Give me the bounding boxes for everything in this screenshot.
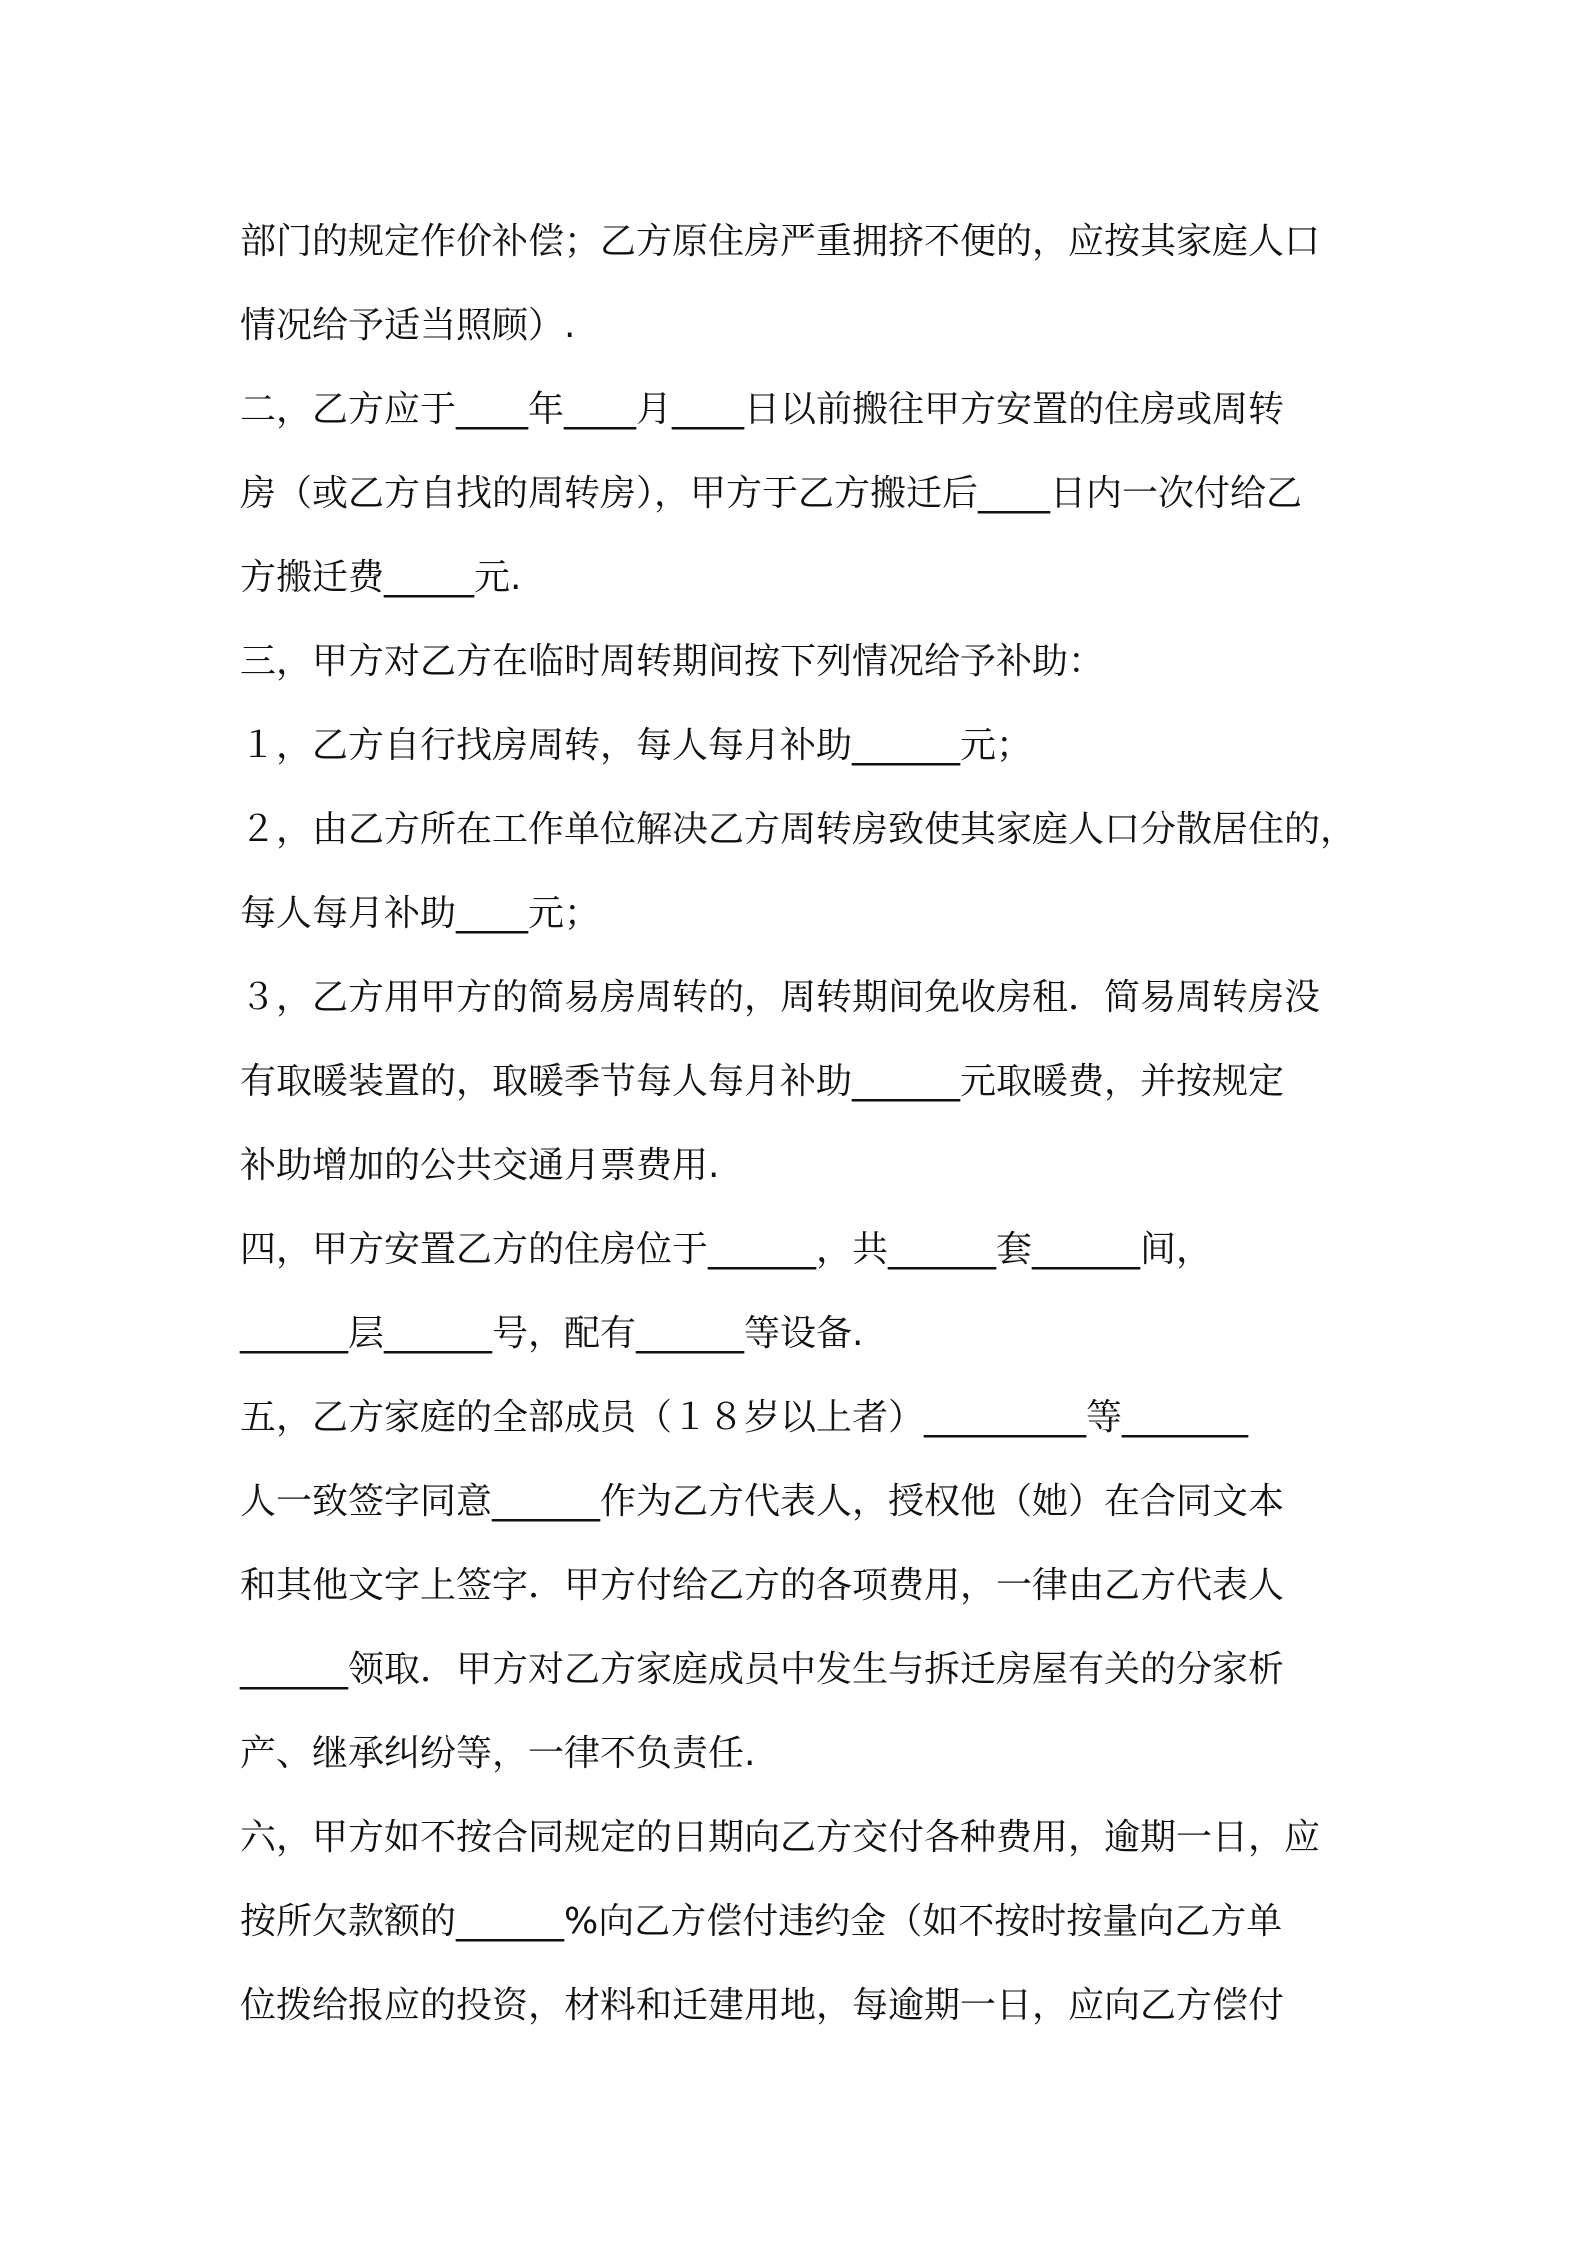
text-line: 方搬迁费_____元. xyxy=(240,557,522,598)
text-line: 情况给予适当照顾）. xyxy=(240,305,576,346)
clause-6-line: 六，甲方如不按合同规定的日期向乙方交付各种费用，逾期一日，应 xyxy=(240,1817,1321,1858)
contract-text xyxy=(240,200,1380,2048)
clause-4-line: 四，甲方安置乙方的住房位于______，共______套______间， xyxy=(240,1229,1213,1270)
clause-2-line: 二，乙方应于____年____月____日以前搬往甲方安置的住房或周转 xyxy=(240,389,1285,430)
text-line: 每人每月补助____元； xyxy=(240,893,601,934)
clause-5-line: 五，乙方家庭的全部成员（１８岁以上者）_________等_______ xyxy=(240,1397,1249,1438)
text-line: 有取暖装置的，取暖季节每人每月补助______元取暖费，并按规定 xyxy=(240,1061,1285,1102)
text-line: ______领取．甲方对乙方家庭成员中发生与拆迁房屋有关的分家析 xyxy=(240,1649,1285,1690)
text-line: 补助增加的公共交通月票费用. xyxy=(240,1145,720,1186)
clause-3-item-2: ２，由乙方所在工作单位解决乙方周转房致使其家庭人口分散居住的， xyxy=(240,809,1357,850)
text-line: 和其他文字上签字．甲方付给乙方的各项费用，一律由乙方代表人 xyxy=(240,1565,1285,1606)
text-line: 房（或乙方自找的周转房），甲方于乙方搬迁后____日内一次付给乙 xyxy=(240,473,1303,514)
clause-3-item-1: １，乙方自行找房周转，每人每月补助______元； xyxy=(240,725,1033,766)
text-line: 位拨给报应的投资，材料和迁建用地，每逾期一日，应向乙方偿付 xyxy=(240,1985,1285,2026)
text-line: 产、继承纠纷等，一律不负责任. xyxy=(240,1733,756,1774)
clause-3-item-3: ３，乙方用甲方的简易房周转的，周转期间免收房租．简易周转房没 xyxy=(240,977,1321,1018)
clause-3-line: 三，甲方对乙方在临时周转期间按下列情况给予补助： xyxy=(240,641,1105,682)
text-line: 部门的规定作价补偿；乙方原住房严重拥挤不便的，应按其家庭人口 xyxy=(240,221,1321,262)
text-line: ______层______号，配有______等设备. xyxy=(240,1313,864,1354)
text-line: 人一致签字同意______作为乙方代表人，授权他（她）在合同文本 xyxy=(240,1481,1285,1522)
text-line: 按所欠款额的______%向乙方偿付违约金（如不按时按量向乙方单 xyxy=(240,1901,1283,1942)
